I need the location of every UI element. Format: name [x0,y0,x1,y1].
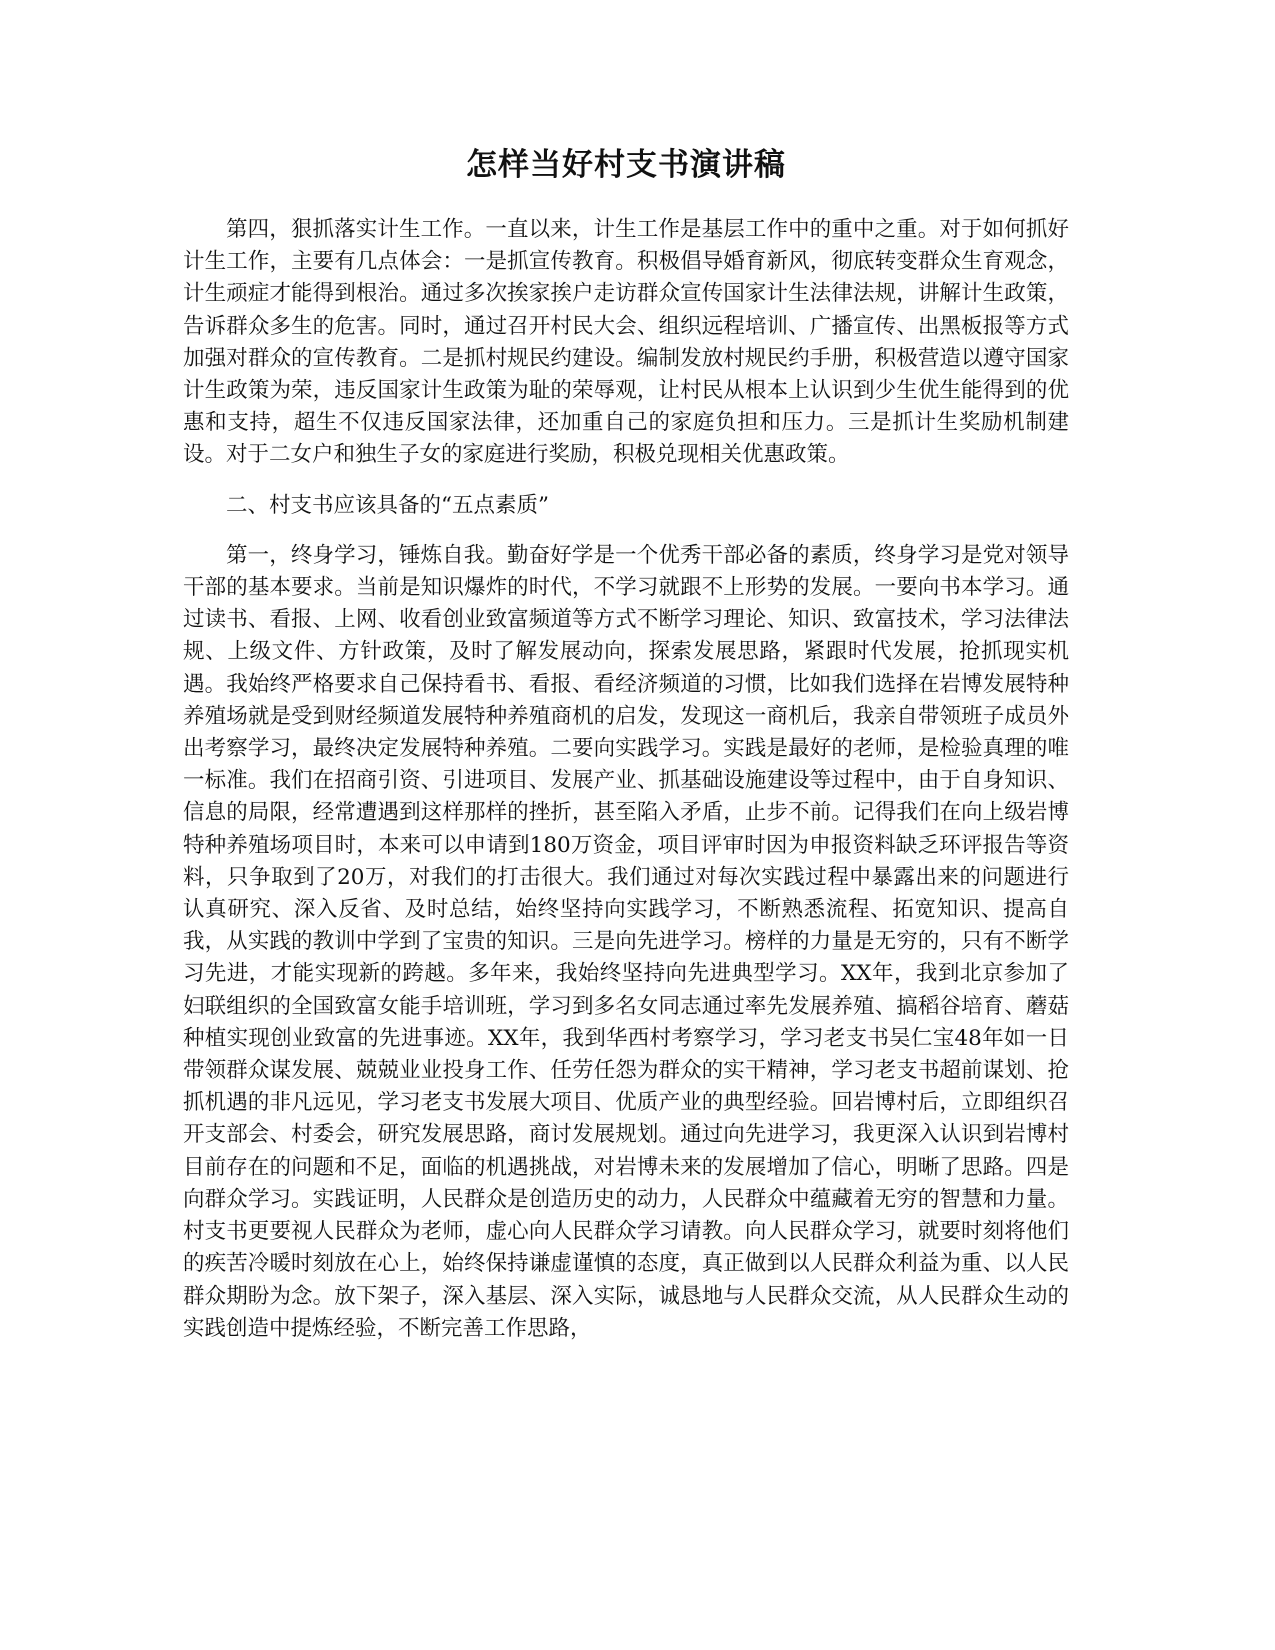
document-page [183,140,1069,1363]
paragraph-lifelong-learning: 第一，终身学习，锤炼自我。勤奋好学是一个优秀干部必备的素质，终身学习是党对领导干部的基本要求。当前是知识爆炸的时代，不学习就跟不上形势的发展。一要向书本学习。通过读书、看报、上网、收看创业致富频道等方式不断学习理论、知识、致富技术，学习法律法规、上级文件、方针政策，及时了解发展动向，探索发展思路，紧跟时代发展，抢抓现实机遇。我始终严格要求自己保持看书、看报、看经济频道的习惯，比如我们选择在岩博发展特种养殖场就是受到财经频道发展特种养殖商机的启发，发现这一商机后，我亲自带领班子成员外出考察学习，最终决定发展特种养殖。二要向实践学习。实践是最好的老师，是检验真理的唯一标准。我们在招商引资、引进项目、发展产业、抓基础设施建设等过程中，由于自身知识、信息的局限，经常遭遇到这样那样的挫折，甚至陷入矛盾，止步不前。记得我们在向上级岩博特种养殖场项目时，本来可以申请到180万资金，项目评审时因为申报资料缺乏环评报告等资料，只争取到了20万，对我们的打击很大。我们通过对每次实践过程中暴露出来的问题进行认真研究、深入反省、及时总结，始终坚持向实践学习，不断熟悉流程、拓宽知识、提高自我，从实践的教训中学到了宝贵的知识。三是向先进学习。榜样的力量是无穷的，只有不断学习先进，才能实现新的跨越。多年来，我始终坚持向先进典型学习。XX年，我到北京参加了妇联组织的全国致富女能手培训班，学习到多名女同志通过率先发展养殖、搞稻谷培育、蘑菇种植实现创业致富的先进事迹。XX年，我到华西村考察学习，学习老支书吴仁宝48年如一日带领群众谋发展、兢兢业业投身工作、任劳任怨为群众的实干精神，学习老支书超前谋划、抢抓机遇的非凡远见，学习老支书发展大项目、优质产业的典型经验。回岩博村后，立即组织召开支部会、村委会，研究发展思路，商讨发展规划。通过向先进学习，我更深入认识到岩博村目前存在的问题和不足，面临的机遇挑战，对岩博未来的发展增加了信心，明晰了思路。四是向群众学习。实践证明，人民群众是创造历史的动力，人民群众中蕴藏着无穷的智慧和力量。村支书更要视人民群众为老师，虚心向人民群众学习请教。向人民群众学习，就要时刻将他们的疾苦冷暖时刻放在心上，始终保持谦虚谨慎的态度，真正做到以人民群众利益为重、以人民群众期盼为念。放下架子，深入基层、深入实际，诚恳地与人民群众交流，从人民群众生动的实践创造中提炼经验，不断完善工作思路， [183,542,1069,1341]
paragraph-family-planning: 第四，狠抓落实计生工作。一直以来，计生工作是基层工作中的重中之重。对于如何抓好计生工作，主要有几点体会：一是抓宣传教育。积极倡导婚育新风，彻底转变群众生育观念，计生顽症才能得到根治。通过多次挨家挨户走访群众宣传国家计生法律法规，讲解计生政策，告诉群众多生的危害。同时，通过召开村民大会、组织远程培训、广播宣传、出黑板报等方式加强对群众的宣传教育。二是抓村规民约建设。编制发放村规民约手册，积极营造以遵守国家计生政策为荣，违反国家计生政策为耻的荣辱观，让村民从根本上认识到少生优生能得到的优惠和支持，超生不仅违反国家法律，还加重自己的家庭负担和压力。三是抓计生奖励机制建设。对于二女户和独生子女的家庭进行奖励，积极兑现相关优惠政策。 [183,217,1069,468]
document-title: 怎样当好村支书演讲稿 [466,147,786,183]
section-heading-five-qualities: 二、村支书应该具备的“五点素质” [226,492,549,518]
